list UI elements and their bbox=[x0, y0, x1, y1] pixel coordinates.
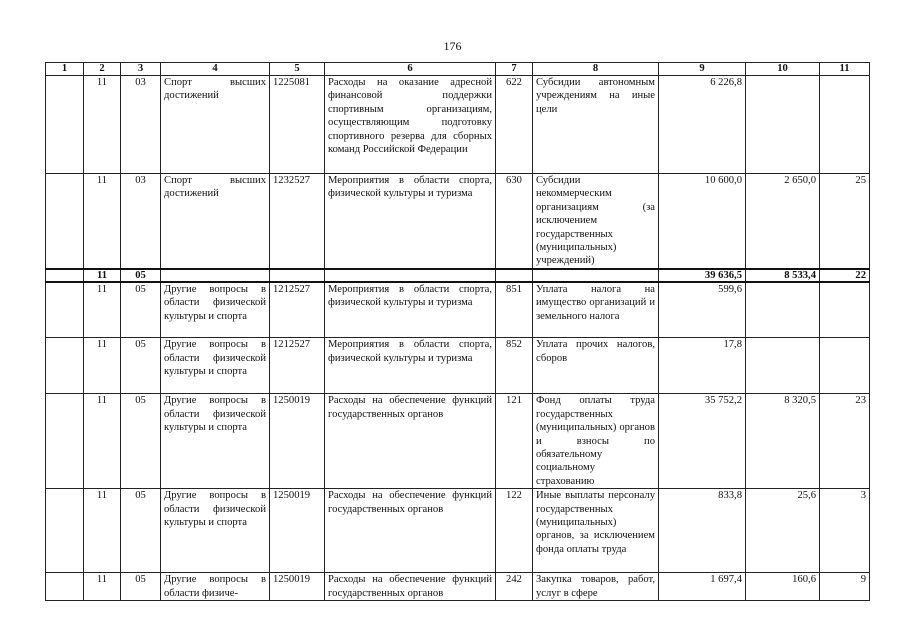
header-col-11: 11 bbox=[820, 63, 870, 76]
cell-section-name: Другие вопросы в области физической культуры и спорта bbox=[161, 394, 270, 489]
cell-target-name: Расходы на оказание адресной финансовой поддержки спортивным организациям, осуществляющим подготовку спортивного резерва для сборных команд Российской Федерации bbox=[325, 76, 496, 174]
cell-target-name: Расходы на обеспечение функций государственных органов bbox=[325, 394, 496, 489]
cell-executed bbox=[746, 338, 820, 394]
cell-section-name: Спорт высших достижений bbox=[161, 174, 270, 269]
cell-expense-type-code: 622 bbox=[496, 76, 533, 174]
cell-percent: 9 bbox=[820, 573, 870, 601]
cell-executed: 2 650,0 bbox=[746, 174, 820, 269]
cell-target-code bbox=[270, 269, 325, 282]
cell-col-1 bbox=[46, 489, 84, 573]
cell-executed bbox=[746, 76, 820, 174]
cell-section-name: Другие вопросы в области физиче- bbox=[161, 573, 270, 601]
cell-col-1 bbox=[46, 174, 84, 269]
cell-amount: 6 226,8 bbox=[659, 76, 746, 174]
cell-expense-type-code: 852 bbox=[496, 338, 533, 394]
cell-amount: 599,6 bbox=[659, 282, 746, 338]
cell-percent: 23 bbox=[820, 394, 870, 489]
cell-target-code: 1250019 bbox=[270, 394, 325, 489]
table-row bbox=[46, 394, 870, 489]
cell-amount: 833,8 bbox=[659, 489, 746, 573]
header-col-10: 10 bbox=[746, 63, 820, 76]
header-col-8: 8 bbox=[533, 63, 659, 76]
cell-expense-type-name: Субсидии автономным учреждениям на иные цели bbox=[533, 76, 659, 174]
cell-section: 11 bbox=[84, 338, 121, 394]
cell-executed: 25,6 bbox=[746, 489, 820, 573]
cell-subsection: 05 bbox=[121, 489, 161, 573]
cell-section: 11 bbox=[84, 174, 121, 269]
cell-expense-type-name: Уплата прочих налогов, сборов bbox=[533, 338, 659, 394]
cell-percent bbox=[820, 282, 870, 338]
cell-executed: 8 320,5 bbox=[746, 394, 820, 489]
table-header-row bbox=[46, 63, 870, 76]
header-col-7: 7 bbox=[496, 63, 533, 76]
cell-expense-type-name: Иные выплаты персоналу государственных (муниципальных) органов, за исключением фонда оплаты труда bbox=[533, 489, 659, 573]
cell-col-1 bbox=[46, 76, 84, 174]
cell-subsection: 05 bbox=[121, 573, 161, 601]
cell-target-code: 1212527 bbox=[270, 282, 325, 338]
cell-amount: 35 752,2 bbox=[659, 394, 746, 489]
header-col-9: 9 bbox=[659, 63, 746, 76]
cell-expense-type-code: 122 bbox=[496, 489, 533, 573]
cell-amount: 39 636,5 bbox=[659, 269, 746, 282]
cell-target-code: 1250019 bbox=[270, 489, 325, 573]
page-number: 176 bbox=[443, 39, 462, 53]
cell-col-1 bbox=[46, 573, 84, 601]
cell-target-name: Расходы на обеспечение функций государственных органов bbox=[325, 573, 496, 601]
cell-percent bbox=[820, 76, 870, 174]
cell-amount: 10 600,0 bbox=[659, 174, 746, 269]
cell-section: 11 bbox=[84, 76, 121, 174]
cell-percent bbox=[820, 338, 870, 394]
cell-percent: 22 bbox=[820, 269, 870, 282]
cell-expense-type-code: 242 bbox=[496, 573, 533, 601]
cell-target-name: Мероприятия в области спорта, физической культуры и туризма bbox=[325, 282, 496, 338]
header-col-2: 2 bbox=[84, 63, 121, 76]
cell-amount: 17,8 bbox=[659, 338, 746, 394]
cell-percent: 25 bbox=[820, 174, 870, 269]
cell-target-code: 1232527 bbox=[270, 174, 325, 269]
header-col-1: 1 bbox=[46, 63, 84, 76]
cell-subsection: 03 bbox=[121, 76, 161, 174]
cell-executed: 8 533,4 bbox=[746, 269, 820, 282]
header-col-6: 6 bbox=[325, 63, 496, 76]
table-row bbox=[46, 174, 870, 269]
cell-section: 11 bbox=[84, 269, 121, 282]
cell-target-name: Расходы на обеспечение функций государственных органов bbox=[325, 489, 496, 573]
cell-col-1 bbox=[46, 338, 84, 394]
cell-section: 11 bbox=[84, 282, 121, 338]
cell-target-name: Мероприятия в области спорта, физической культуры и туризма bbox=[325, 174, 496, 269]
cell-section-name bbox=[161, 269, 270, 282]
cell-subsection: 05 bbox=[121, 269, 161, 282]
subtotal-row bbox=[46, 269, 870, 282]
cell-executed bbox=[746, 282, 820, 338]
table-row bbox=[46, 76, 870, 174]
cell-target-name: Мероприятия в области спорта, физической культуры и туризма bbox=[325, 338, 496, 394]
cell-section-name: Другие вопросы в области физической культуры и спорта bbox=[161, 489, 270, 573]
cell-section-name: Другие вопросы в области физической культуры и спорта bbox=[161, 338, 270, 394]
cell-expense-type-name: Закупка товаров, работ, услуг в сфере bbox=[533, 573, 659, 601]
cell-section-name: Другие вопросы в области физической культуры и спорта bbox=[161, 282, 270, 338]
cell-target-code: 1250019 bbox=[270, 573, 325, 601]
table-row bbox=[46, 573, 870, 601]
cell-section: 11 bbox=[84, 394, 121, 489]
table-row bbox=[46, 338, 870, 394]
cell-subsection: 05 bbox=[121, 282, 161, 338]
header-col-3: 3 bbox=[121, 63, 161, 76]
cell-expense-type-code: 121 bbox=[496, 394, 533, 489]
cell-expense-type-name: Субсидии некоммерческим организациям (за исключением государственных (муниципальных) учреждений) bbox=[533, 174, 659, 269]
cell-section-name: Спорт высших достижений bbox=[161, 76, 270, 174]
cell-col-1 bbox=[46, 269, 84, 282]
cell-expense-type-code: 851 bbox=[496, 282, 533, 338]
table-row bbox=[46, 489, 870, 573]
cell-target-code: 1212527 bbox=[270, 338, 325, 394]
cell-expense-type-code: 630 bbox=[496, 174, 533, 269]
cell-col-1 bbox=[46, 282, 84, 338]
cell-percent: 3 bbox=[820, 489, 870, 573]
cell-subsection: 05 bbox=[121, 338, 161, 394]
cell-section: 11 bbox=[84, 489, 121, 573]
budget-table bbox=[45, 62, 870, 601]
header-col-4: 4 bbox=[161, 63, 270, 76]
cell-target-name bbox=[325, 269, 496, 282]
cell-col-1 bbox=[46, 394, 84, 489]
table-row bbox=[46, 282, 870, 338]
header-col-5: 5 bbox=[270, 63, 325, 76]
cell-expense-type-code bbox=[496, 269, 533, 282]
cell-target-code: 1225081 bbox=[270, 76, 325, 174]
cell-subsection: 03 bbox=[121, 174, 161, 269]
cell-expense-type-name: Фонд оплаты труда государственных (муниципальных) органов и взносы по обязательному социальному страхованию bbox=[533, 394, 659, 489]
cell-amount: 1 697,4 bbox=[659, 573, 746, 601]
cell-section: 11 bbox=[84, 573, 121, 601]
cell-expense-type-name bbox=[533, 269, 659, 282]
cell-subsection: 05 bbox=[121, 394, 161, 489]
cell-expense-type-name: Уплата налога на имущество организаций и земельного налога bbox=[533, 282, 659, 338]
cell-executed: 160,6 bbox=[746, 573, 820, 601]
